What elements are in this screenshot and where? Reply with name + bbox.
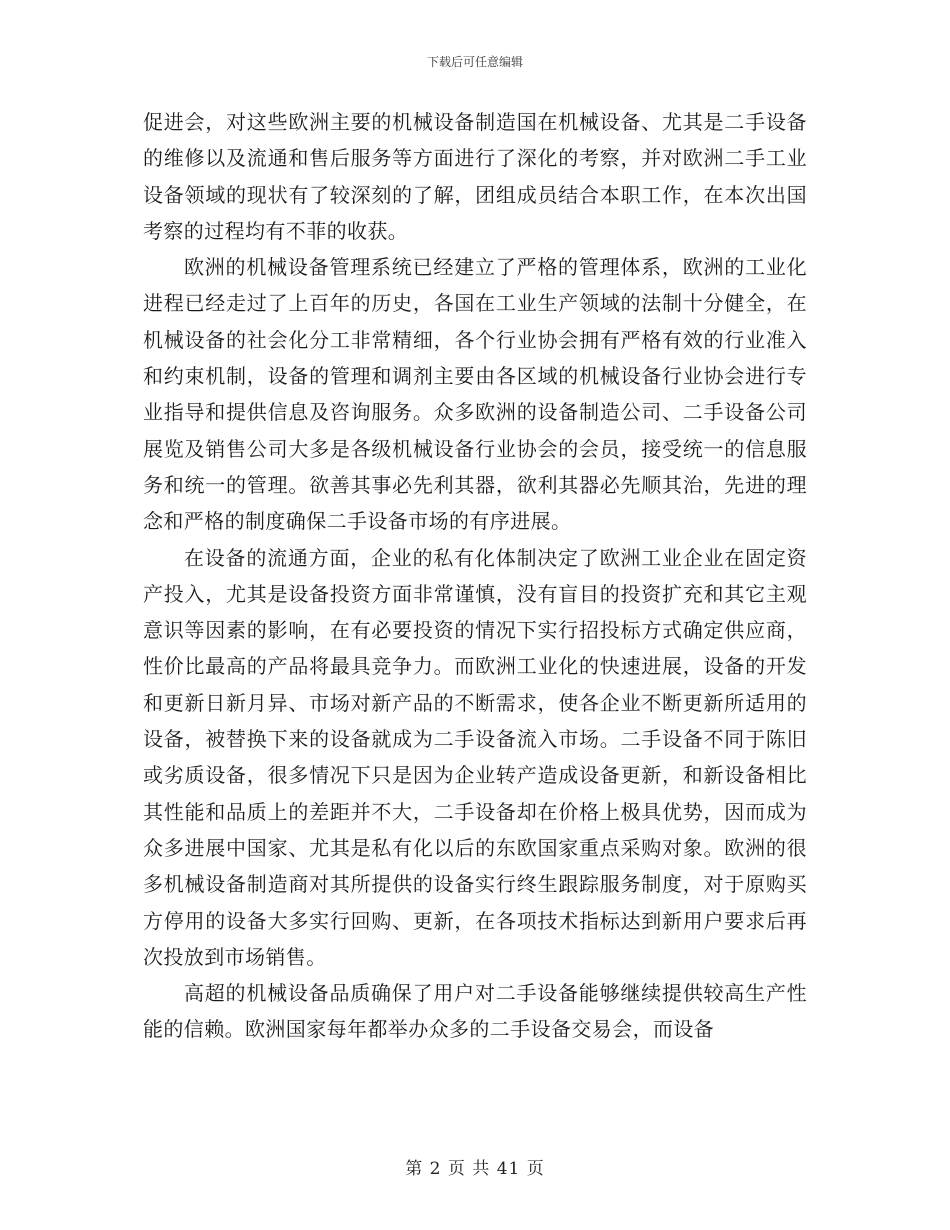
page-footer: 第 2 页 共 41 页 xyxy=(405,1159,545,1179)
document-body xyxy=(143,104,807,1048)
paragraph-equipment-circulation: 在设备的流通方面，企业的私有化体制决定了欧洲工业企业在固定资产投入，尤其是设备投资方面非常谨慎，没有盲目的投资扩充和其它主观意识等因素的影响，在有必要投资的情况下实行招投标方式确定供应商，性价比最高的产品将最具竞争力。而欧洲工业化的快速进展，设备的开发和更新日新月异、市场对新产品的不断需求，使各企业不断更新所适用的设备，被替换下来的设备就成为二手设备流入市场。二手设备不同于陈旧或劣质设备，很多情况下只是因为企业转产造成设备更新，和新设备相比其性能和品质上的差距并不大，二手设备却在价格上极具优势，因而成为众多进展中国家、尤其是私有化以后的东欧国家重点采购对象。欧洲的很多机械设备制造商对其所提供的设备实行终生跟踪服务制度，对于原购买方停用的设备大多实行回购、更新，在各项技术指标达到新用户要求后再次投放到市场销售。 xyxy=(143,545,807,969)
page-header: 下载后可任意编辑 xyxy=(426,55,523,69)
paragraph-management-system: 欧洲的机械设备管理系统已经建立了严格的管理体系，欧洲的工业化进程已经走过了上百年的历史，各国在工业生产领域的法制十分健全，在机械设备的社会化分工非常精细，各个行业协会拥有严格有效的行业准入和约束机制，设备的管理和调剂主要由各区域的机械设备行业协会进行专业指导和提供信息及咨询服务。众多欧洲的设备制造公司、二手设备公司展览及销售公司大多是各级机械设备行业协会的会员，接受统一的信息服务和统一的管理。欲善其事必先利其器，欲利其器必先顺其治，先进的理念和严格的制度确保二手设备市场的有序进展。 xyxy=(143,255,807,534)
paragraph-equipment-quality: 高超的机械设备品质确保了用户对二手设备能够继续提供较高生产性能的信赖。欧洲国家每年都举办众多的二手设备交易会，而设备 xyxy=(143,981,807,1042)
paragraph-continuation: 促进会，对这些欧洲主要的机械设备制造国在机械设备、尤其是二手设备的维修以及流通和售后服务等方面进行了深化的考察，并对欧洲二手工业设备领域的现状有了较深刻的了解，团组成员结合本职工作，在本次出国考察的过程均有不菲的收获。 xyxy=(143,110,807,243)
